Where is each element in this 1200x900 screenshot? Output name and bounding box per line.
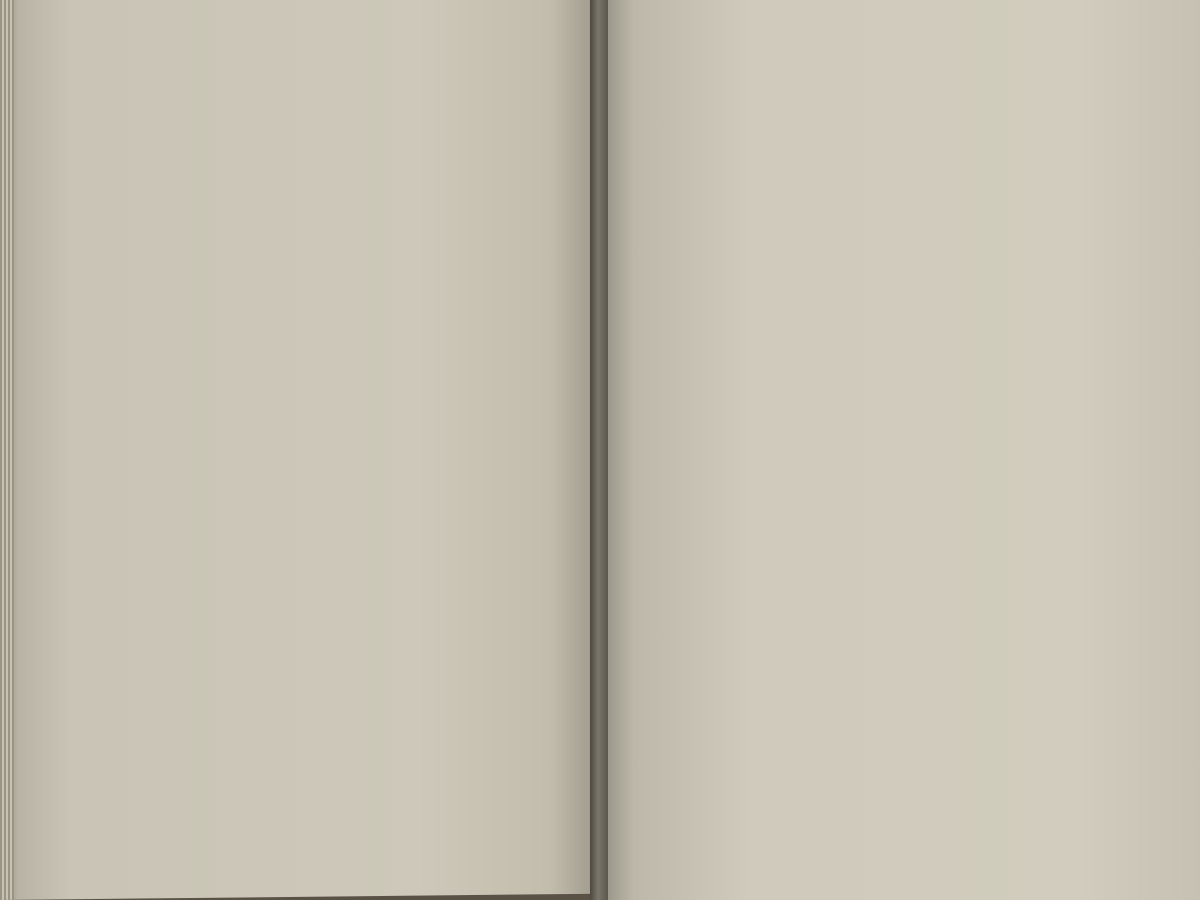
left-page — [0, 0, 598, 900]
book-spine — [590, 0, 608, 900]
left-page-text — [50, 95, 540, 100]
right-page — [598, 0, 1200, 900]
page-edge — [0, 0, 14, 900]
